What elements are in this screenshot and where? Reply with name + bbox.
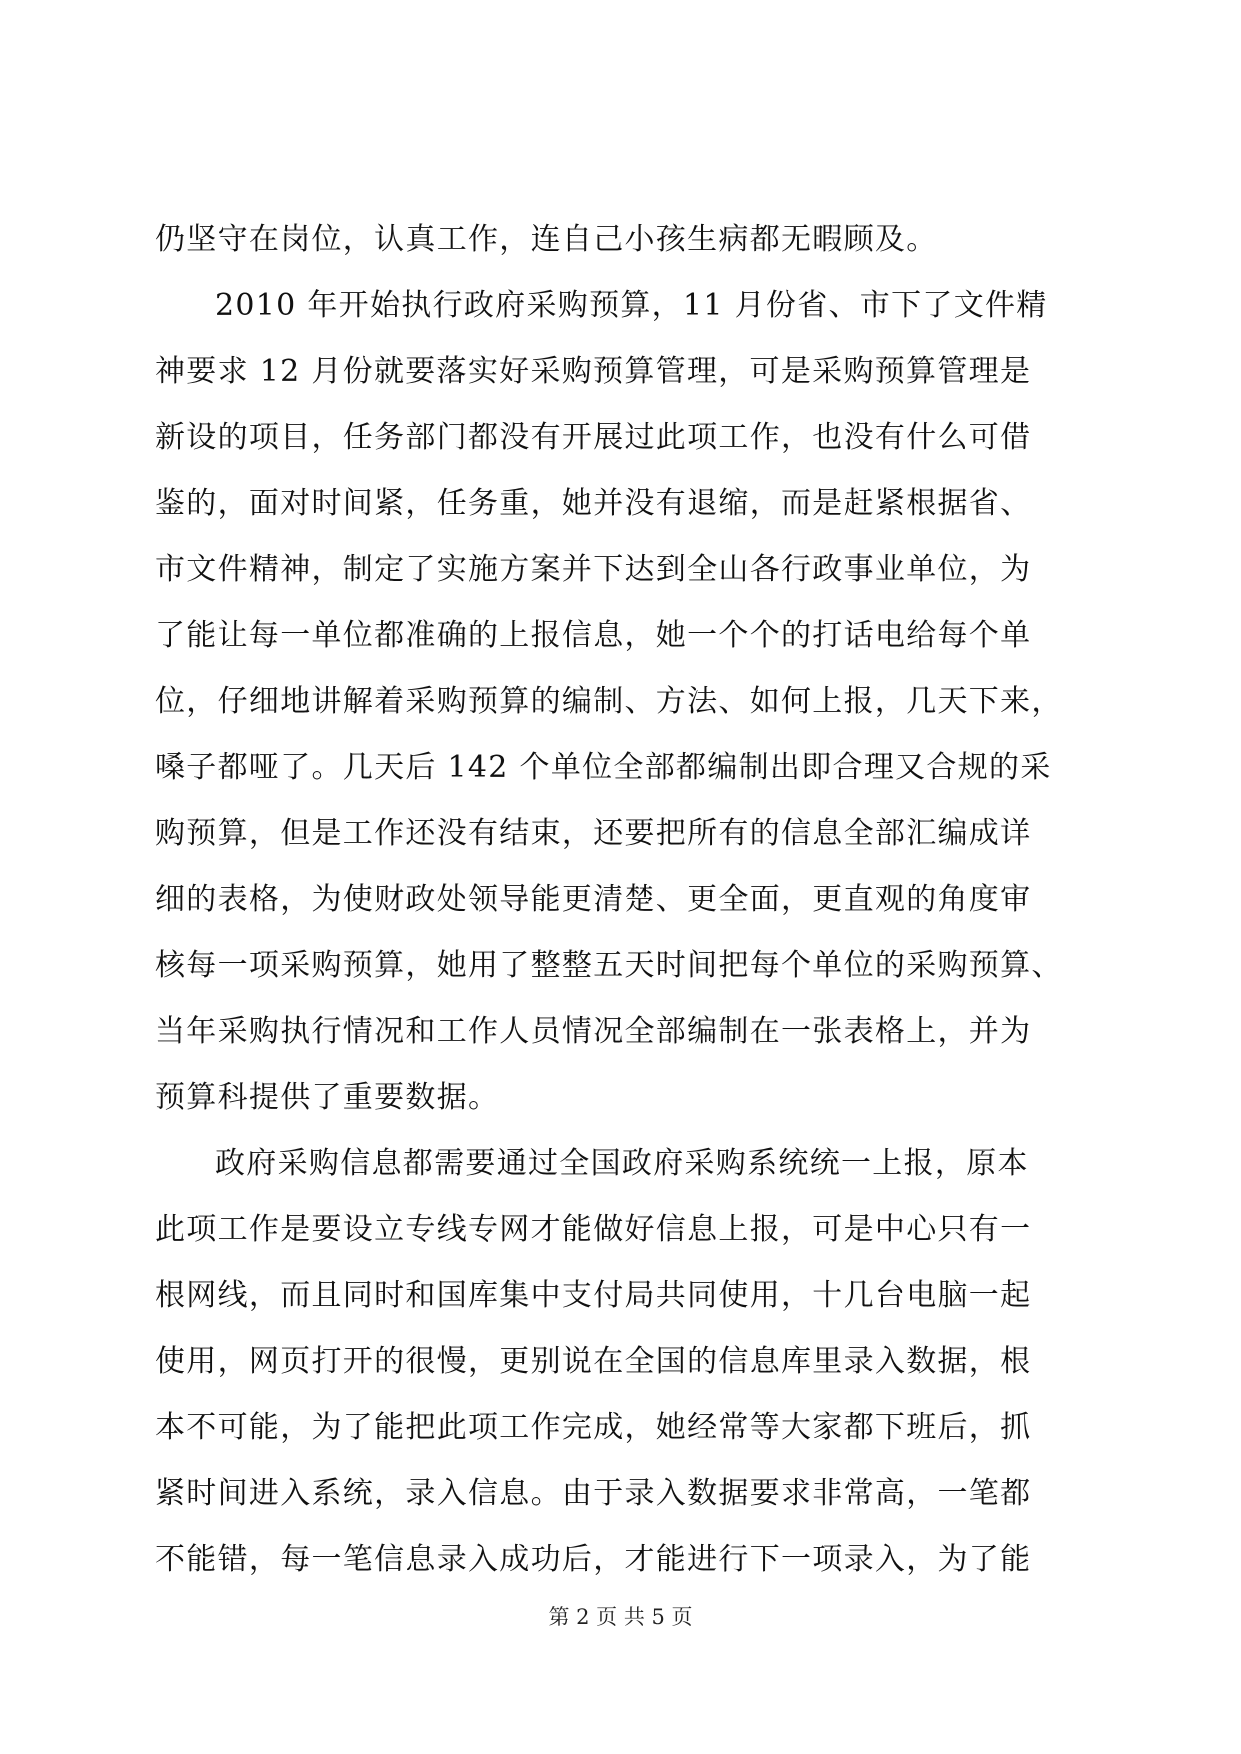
text-line: 使用，网页打开的很慢，更别说在全国的信息库里录入数据，根 <box>155 1344 1032 1379</box>
text-line: 市文件精神，制定了实施方案并下达到全山各行政事业单位，为 <box>155 552 1032 587</box>
text-line: 细的表格，为使财政处领导能更清楚、更全面，更直观的角度审 <box>155 882 1032 917</box>
text-line: 位，仔细地讲解着采购预算的编制、方法、如何上报，几天下来， <box>155 684 1063 719</box>
text-line: 此项工作是要设立专线专网才能做好信息上报，可是中心只有一 <box>155 1212 1032 1247</box>
text-line: 当年采购执行情况和工作人员情况全部编制在一张表格上，并为 <box>155 1014 1032 1049</box>
text-line: 核每一项采购预算，她用了整整五天时间把每个单位的采购预算、 <box>155 948 1063 983</box>
page-number-footer: 第 2 页 共 5 页 <box>548 1605 693 1629</box>
text-line: 预算科提供了重要数据。 <box>155 1080 500 1115</box>
text-line: 紧时间进入系统，录入信息。由于录入数据要求非常高，一笔都 <box>155 1476 1032 1511</box>
text-line: 神要求 12 月份就要落实好采购预算管理，可是采购预算管理是 <box>155 354 1032 389</box>
text-line: 鉴的，面对时间紧，任务重，她并没有退缩，而是赶紧根据省、 <box>155 486 1032 521</box>
text-line: 新设的项目，任务部门都没有开展过此项工作，也没有什么可借 <box>155 420 1032 455</box>
paragraph-start-line: 政府采购信息都需要通过全国政府采购系统统一上报，原本 <box>215 1146 1029 1181</box>
text-line: 购预算，但是工作还没有结束，还要把所有的信息全部汇编成详 <box>155 816 1032 851</box>
text-line: 根网线，而且同时和国库集中支付局共同使用，十几台电脑一起 <box>155 1278 1032 1313</box>
text-line: 本不可能，为了能把此项工作完成，她经常等大家都下班后，抓 <box>155 1410 1032 1445</box>
text-line: 嗓子都哑了。几天后 142 个单位全部都编制出即合理又合规的采 <box>155 750 1052 785</box>
text-line: 了能让每一单位都准确的上报信息，她一个个的打话电给每个单 <box>155 618 1032 653</box>
document-body <box>155 207 1085 1593</box>
text-line: 仍坚守在岗位，认真工作，连自己小孩生病都无暇顾及。 <box>155 222 938 257</box>
paragraph-start-line: 2010 年开始执行政府采购预算，11 月份省、市下了文件精 <box>215 288 1048 323</box>
text-line: 不能错，每一笔信息录入成功后，才能进行下一项录入，为了能 <box>155 1542 1032 1577</box>
